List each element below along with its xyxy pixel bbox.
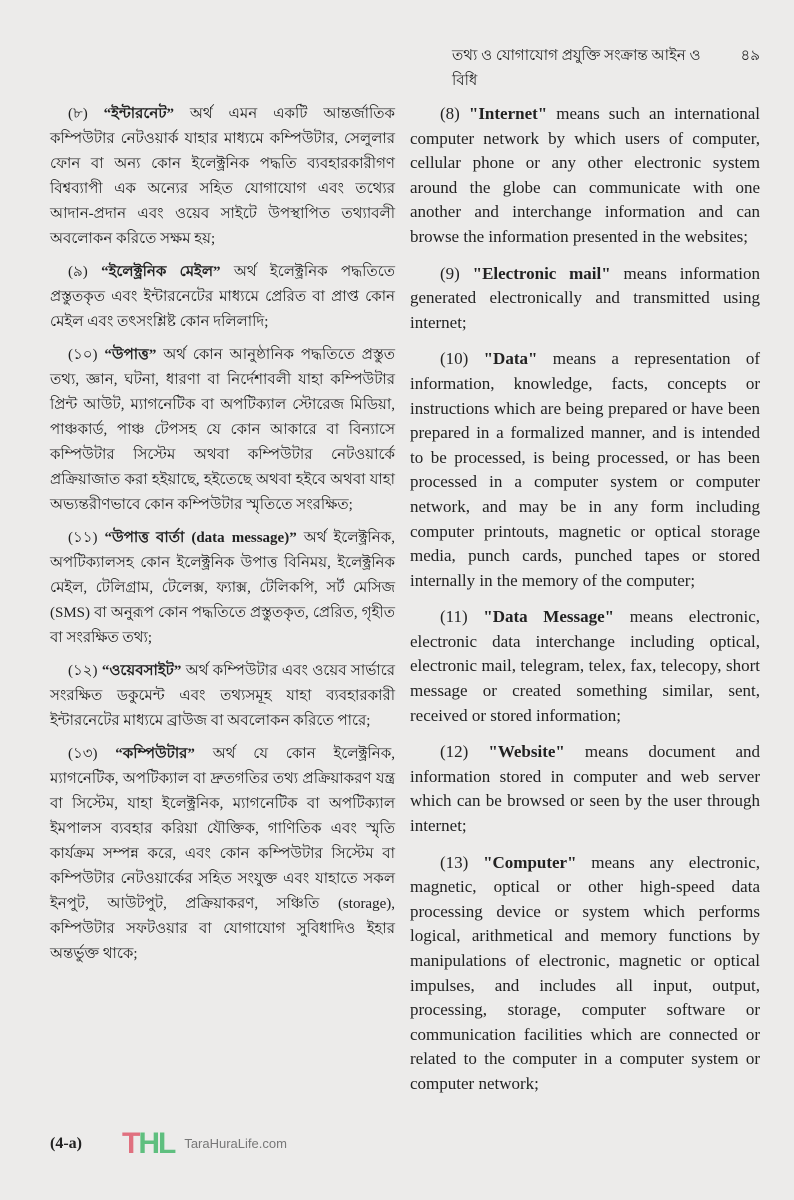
en-definition-8: (8) "Internet" means such an international computer network by which users of computer, cellular phone or any other electronic system around the globe can communicate with one another and interchange information and can browse the information presented in the websites; <box>410 104 760 246</box>
en-definition-10: (10) "Data" means a representation of information, knowledge, facts, concepts or instructions which are being prepared or have been prepared in a formalized manner, and is intended to be processed, is being processed, or has been processed in a computer system or computer network, and may be in any form including computer printouts, magnetic or optical storage media, punch cards, punched tapes or stored internally in the memory of the computer; <box>410 349 760 590</box>
bn-definition-13: (১৩) “কম্পিউটার” অর্থ যে কোন ইলেক্ট্রনিক, ম্যাগনেটিক, অপটিক্যাল বা দ্রুতগতির তথ্য প্রক্রিয়াকরণ যন্ত্র বা সিস্টেম, যাহা ইলেক্ট্রনিক, ম্যাগনেটিক বা অপটিক্যাল ইমপালস ব্যবহার করিয়া যৌক্তিক, গাণিতিক এবং স্মৃতি কার্যক্রম সম্পন্ন করে, এবং কোন কম্পিউটার সিস্টেম বা কম্পিউটার নেটওয়ার্কের সহিত সংযুক্ত এবং যাহাতে সকল ইনপুট, আউটপুট, প্রক্রিয়াকরণ, সঞ্চিতি (storage), কম্পিউটার সফটওয়ার বা যোগাযোগ সুবিধাদিও ইহার অন্তর্ভুক্ত থাকে; <box>50 746 395 962</box>
two-column-body <box>50 102 760 1109</box>
en-definition-11: (11) "Data Message" means electronic, electronic data interchange including optical, electronic mail, telegram, telex, fax, telecopy, short message or created something similar, sent, received or stored information; <box>410 607 760 725</box>
bn-definition-10: (১০) “উপাত্ত” অর্থ কোন আনুষ্ঠানিক পদ্ধতিতে প্রস্তুত তথ্য, জ্ঞান, ঘটনা, ধারণা বা নির্দেশাবলী যাহা কম্পিউটার প্রিন্ট আউট, ম্যাগনেটিক বা অপটিক্যাল স্টোরেজ মিডিয়া, পাঞ্চকার্ড, পাঞ্চ টেপসহ যে কোন আকারে বা বিন্যাসে কম্পিউটার সিস্টেম অথবা কম্পিউটার নেটওয়ার্কে প্রক্রিয়াজাত করা হইয়াছে, হইতেছে অথবা হইবে অথবা যাহা অভ্যন্তরীণভাবে কোন কম্পিউটার স্মৃতিতে সংরক্ষিত; <box>50 347 395 513</box>
en-definition-12: (12) "Website" means document and information stored in computer and web server which can be browsed or seen by the user through internet; <box>410 742 761 836</box>
bn-definition-11: (১১) “উপাত্ত বার্তা (data message)” অর্থ ইলেক্ট্রনিক, অপটিক্যালসহ কোন ইলেক্ট্রনিক উপাত্ত বিনিময়, ইলেক্ট্রনিক মেইল, টেলিগ্রাম, টেলেক্স, ফ্যাক্স, টেলিকপি, সর্ট মেসিজ (SMS) বা অনুরূপ কোন পদ্ধতিতে প্রস্তুতকৃত, প্রেরিত, গৃহীত বা সংরক্ষিত তথ্য; <box>50 530 395 646</box>
running-header <box>452 44 760 94</box>
bn-definition-8: (৮) “ইন্টারনেট” অর্থ এমন একটি আন্তর্জাতিক কম্পিউটার নেটওয়ার্ক যাহার মাধ্যমে কম্পিউটার, সেলুলার ফোন বা অন্য কোন ইলেক্ট্রনিক পদ্ধতি ব্যবহারকারীগণ বিশ্বব্যাপী এক অন্যের সহিত যোগাযোগ এবং তথ্যের আদান-প্রদান এবং ওয়েব সাইটে উপস্থাপিত তথ্যাবলী অবলোকন করিতে সক্ষম হয়; <box>50 106 395 247</box>
en-definition-13: (13) "Computer" means any electronic, magnetic, optical or other high-speed data processing device or system which performs logical, arithmetical and memory functions by manipulations of electronic, magnetic or optical impulses, and includes all input, output, processing, storage, computer software or communication facilities which are connected or related to the computer in a computer system or computer network; <box>410 852 760 1093</box>
watermark-url: TaraHuraLife.com <box>184 1136 287 1152</box>
watermark <box>122 1127 287 1161</box>
header-title: তথ্য ও যোগাযোগ প্রযুক্তি সংক্রান্ত আইন ও বিধি <box>452 48 701 89</box>
bengali-column <box>50 102 395 1109</box>
english-column <box>410 102 760 1109</box>
page-number: ৪৯ <box>740 48 760 64</box>
footer-row <box>50 1127 760 1161</box>
watermark-logo: THL <box>121 1126 175 1160</box>
bn-definition-9: (৯) “ইলেক্ট্রনিক মেইল” অর্থ ইলেক্ট্রনিক পদ্ধতিতে প্রস্তুতকৃত এবং ইন্টারনেটের মাধ্যমে প্রেরিত বা প্রাপ্ত কোন মেইল এবং তৎসংশ্লিষ্ট কোন দলিলাদি; <box>50 264 395 330</box>
en-definition-9: (9) "Electronic mail" means information generated electronically and transmitted using internet; <box>410 263 760 332</box>
signature-mark: (4-a) <box>50 1134 82 1152</box>
bn-definition-12: (১২) “ওয়েবসাইট” অর্থ কম্পিউটার এবং ওয়েব সার্ভারে সংরক্ষিত ডকুমেন্ট এবং তথ্যসমূহ যাহা ব্যবহারকারী ইন্টারনেটের মাধ্যমে ব্রাউজ বা অবলোকন করিতে পারে; <box>50 663 395 729</box>
